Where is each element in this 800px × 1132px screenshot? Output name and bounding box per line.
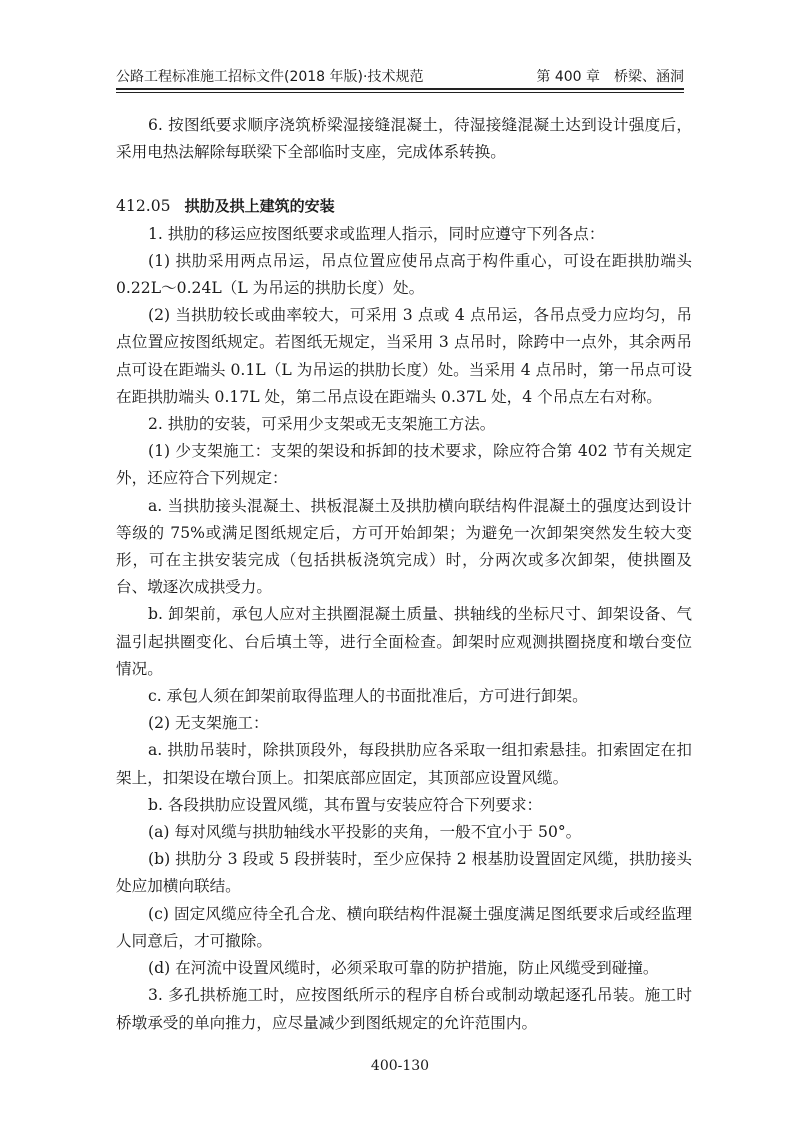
paragraph: (c) 固定风缆应待全孔合龙、横向联结构件混凝土强度满足图纸要求后或经监理人同意后，才可撤除。 [116, 904, 692, 950]
section-number: 412.05 [116, 197, 171, 216]
paragraph: a. 拱肋吊装时，除拱顶段外，每段拱肋应各采取一组扣索悬挂。扣索固定在扣架上，扣架设在墩台顶上。扣架底部应固定，其顶部应设置风缆。 [116, 741, 692, 787]
page-body [116, 112, 692, 1037]
paragraph: (d) 在河流中设置风缆时，必须采取可靠的防护措施，防止风缆受到碰撞。 [148, 959, 659, 978]
paragraph: (2) 当拱肋较长或曲率较大，可采用 3 点或 4 点吊运，各吊点受力应均匀，吊点位置应按图纸规定。若图纸无规定，当采用 3 点吊时，除跨中一点外，其余两吊点可设在距端头 0.1L（L 为吊运的拱肋长度）处。当采用 4 点吊时，第一吊点可设在距拱肋端头 0.17L 处，第二吊点设在距端头 0.37L 处，4 个吊点左右对称。 [116, 306, 692, 406]
paragraph: (1) 拱肋采用两点吊运，吊点位置应使吊点高于构件重心，可设在距拱肋端头0.22L～0.24L（L 为吊运的拱肋长度）处。 [116, 251, 692, 298]
section-heading [116, 193, 692, 220]
paragraph: c. 承包人须在卸架前取得监理人的书面批准后，方可进行卸架。 [148, 687, 588, 706]
paragraph: (a) 每对风缆与拱肋轴线水平投影的夹角，一般不宜小于 50°。 [148, 823, 582, 842]
paragraph: 2. 拱肋的安装，可采用少支架或无支架施工方法。 [148, 415, 496, 434]
paragraph: b. 各段拱肋应设置风缆，其布置与安装应符合下列要求： [148, 795, 543, 814]
paragraph: a. 当拱肋接头混凝土、拱板混凝土及拱肋横向联结构件混凝土的强度达到设计等级的 75%或满足图纸规定后，方可开始卸架；为避免一次卸架突然发生较大变形，可在主拱安装完成（包括拱板浇筑完成）时，分两次或多次卸架，使拱圈及台、墩逐次成拱受力。 [116, 496, 692, 597]
paragraph: 1. 拱肋的移运应按图纸要求或监理人指示，同时应遵守下列各点： [148, 224, 605, 243]
header-chapter: 第 400 章 桥梁、涵洞 [536, 69, 684, 85]
page-header [116, 60, 684, 86]
paragraph: (b) 拱肋分 3 段或 5 段拼装时，至少应保持 2 根基肋设置固定风缆，拱肋接头处应加横向联结。 [116, 850, 692, 896]
header-document-title: 公路工程标准施工招标文件(2018 年版)·技术规范 [116, 69, 424, 85]
paragraph: 6. 按图纸要求顺序浇筑桥梁湿接缝混凝土，待湿接缝混凝土达到设计强度后，采用电热法解除每联梁下全部临时支座，完成体系转换。 [116, 116, 692, 162]
paragraph: 3. 多孔拱桥施工时，应按图纸所示的程序自桥台或制动墩起逐孔吊装。施工时桥墩承受的单向推力，应尽量减少到图纸规定的允许范围内。 [116, 986, 692, 1032]
section-title: 拱肋及拱上建筑的安装 [184, 197, 335, 216]
paragraph: (2) 无支架施工： [148, 714, 269, 733]
page-number: 400-130 [370, 1058, 430, 1074]
paragraph: b. 卸架前，承包人应对主拱圈混凝土质量、拱轴线的坐标尺寸、卸架设备、气温引起拱圈变化、台后填土等，进行全面检查。卸架时应观测拱圈挠度和墩台变位情况。 [116, 605, 692, 678]
paragraph: (1) 少支架施工：支架的架设和拆卸的技术要求，除应符合第 402 节有关规定外，还应符合下列规定： [116, 442, 692, 488]
header-rule [116, 88, 684, 93]
